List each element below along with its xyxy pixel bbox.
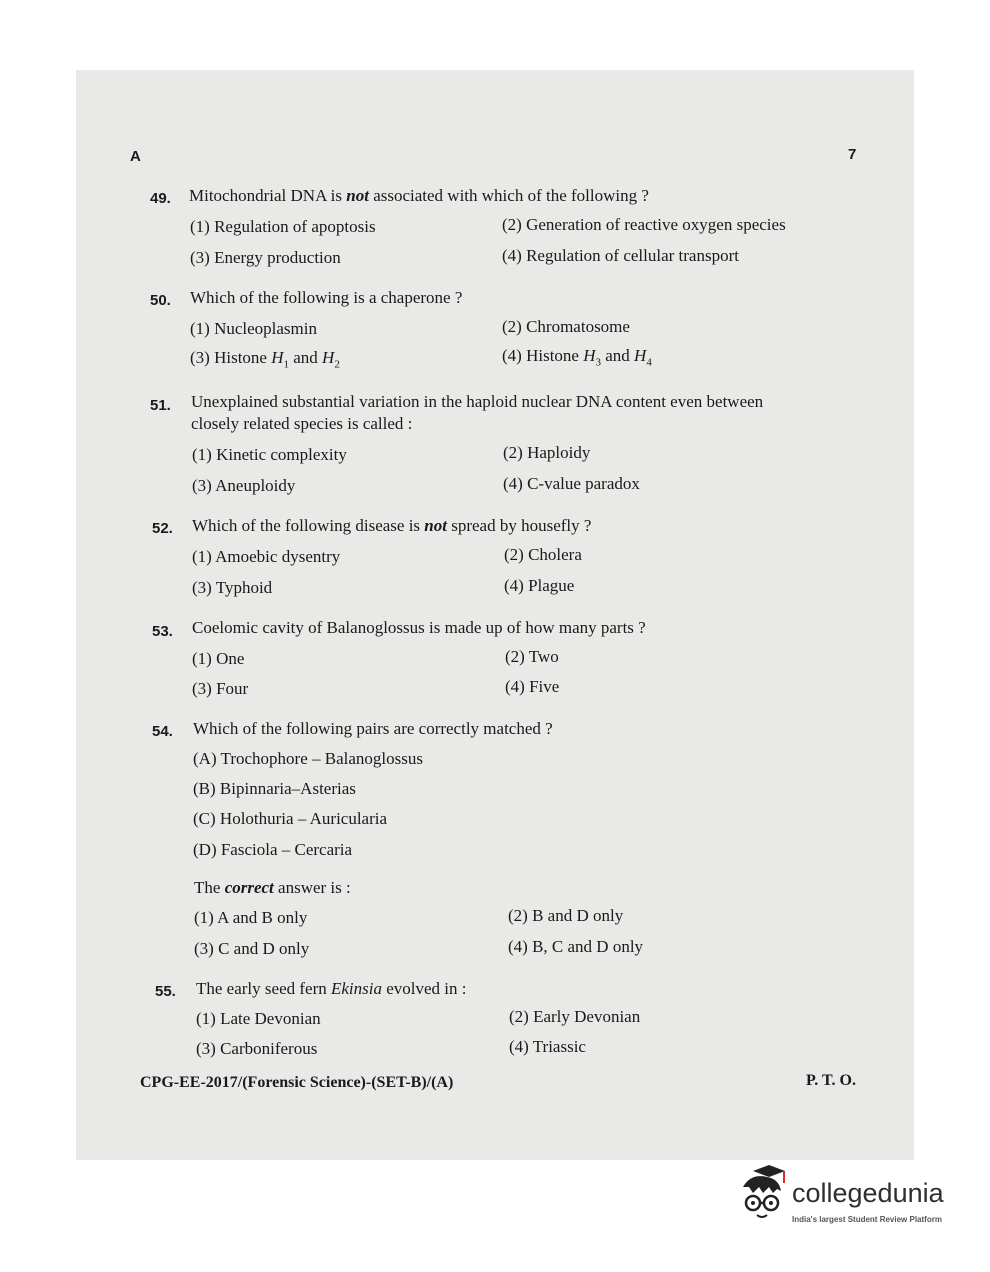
logo-tagline: India's largest Student Review Platform [792, 1215, 942, 1224]
question-text: Which of the following disease is not spread by housefly ? [192, 516, 592, 535]
page-number: 7 [848, 146, 857, 163]
option-4: (4) Histone $H_3$ and $H_4$ [502, 346, 652, 369]
pair-d: (D) Fasciola – Cercaria [193, 840, 353, 859]
question-text-line-1: Unexplained substantial variation in the haploid nuclear DNA content even between [191, 392, 764, 411]
option-2: (2) Chromatosome [502, 317, 630, 336]
question-number: 52. [152, 520, 173, 537]
question-number: 49. [150, 190, 171, 207]
option-3: (3) Typhoid [192, 578, 273, 597]
option-1: (1) Nucleoplasmin [190, 319, 317, 338]
question-text: The early seed fern Ekinsia evolved in : [196, 979, 467, 998]
question-number: 55. [155, 983, 176, 1000]
option-3: (3) Histone $H_1$ and $H_2$ [190, 348, 340, 371]
option-4: (4) Five [505, 677, 560, 696]
question-text: Coelomic cavity of Balanoglossus is made up of how many parts ? [192, 618, 646, 637]
exam-code: CPG-EE-2017/(Forensic Science)-(SET-B)/(A) [140, 1074, 454, 1091]
question-number: 54. [152, 723, 173, 740]
logo-wordmark: collegedunia [792, 1178, 944, 1208]
question-number: 50. [150, 292, 171, 309]
question-text-line-2: closely related species is called : [191, 414, 413, 433]
option-1: (1) Kinetic complexity [192, 445, 347, 464]
mascot-logo-icon [733, 1163, 793, 1225]
pair-b: (B) Bipinnaria–Asterias [193, 779, 356, 798]
question-number: 51. [150, 397, 171, 414]
option-2: (2) Early Devonian [509, 1007, 641, 1026]
pair-c: (C) Holothuria – Auricularia [193, 809, 388, 828]
question-text: Which of the following is a chaperone ? [190, 288, 463, 307]
option-3: (3) Carboniferous [196, 1039, 318, 1058]
pair-a: (A) Trochophore – Balanoglossus [193, 749, 423, 768]
answer-prompt: The correct answer is : [194, 878, 351, 897]
option-1: (1) One [192, 649, 245, 668]
option-2: (2) Generation of reactive oxygen species [502, 215, 786, 234]
option-4: (4) B, C and D only [508, 937, 644, 956]
pto-label: P. T. O. [806, 1072, 856, 1089]
option-4: (4) Triassic [509, 1037, 586, 1056]
option-4: (4) Regulation of cellular transport [502, 246, 739, 265]
question-text: Which of the following pairs are correctly matched ? [193, 719, 553, 738]
option-1: (1) Amoebic dysentry [192, 547, 341, 566]
option-2: (2) Two [505, 647, 559, 666]
question-number: 53. [152, 623, 173, 640]
option-1: (1) Late Devonian [196, 1009, 321, 1028]
option-3: (3) Four [192, 679, 249, 698]
option-2: (2) Haploidy [503, 443, 591, 462]
section-label: A [130, 148, 141, 165]
option-4: (4) Plague [504, 576, 575, 595]
option-2: (2) B and D only [508, 906, 624, 925]
option-2: (2) Cholera [504, 545, 582, 564]
option-1: (1) A and B only [194, 908, 308, 927]
option-3: (3) Aneuploidy [192, 476, 296, 495]
option-1: (1) Regulation of apoptosis [190, 217, 376, 236]
option-3: (3) Energy production [190, 248, 341, 267]
question-text: Mitochondrial DNA is not associated with which of the following ? [189, 186, 649, 205]
option-3: (3) C and D only [194, 939, 310, 958]
option-4: (4) C-value paradox [503, 474, 640, 493]
